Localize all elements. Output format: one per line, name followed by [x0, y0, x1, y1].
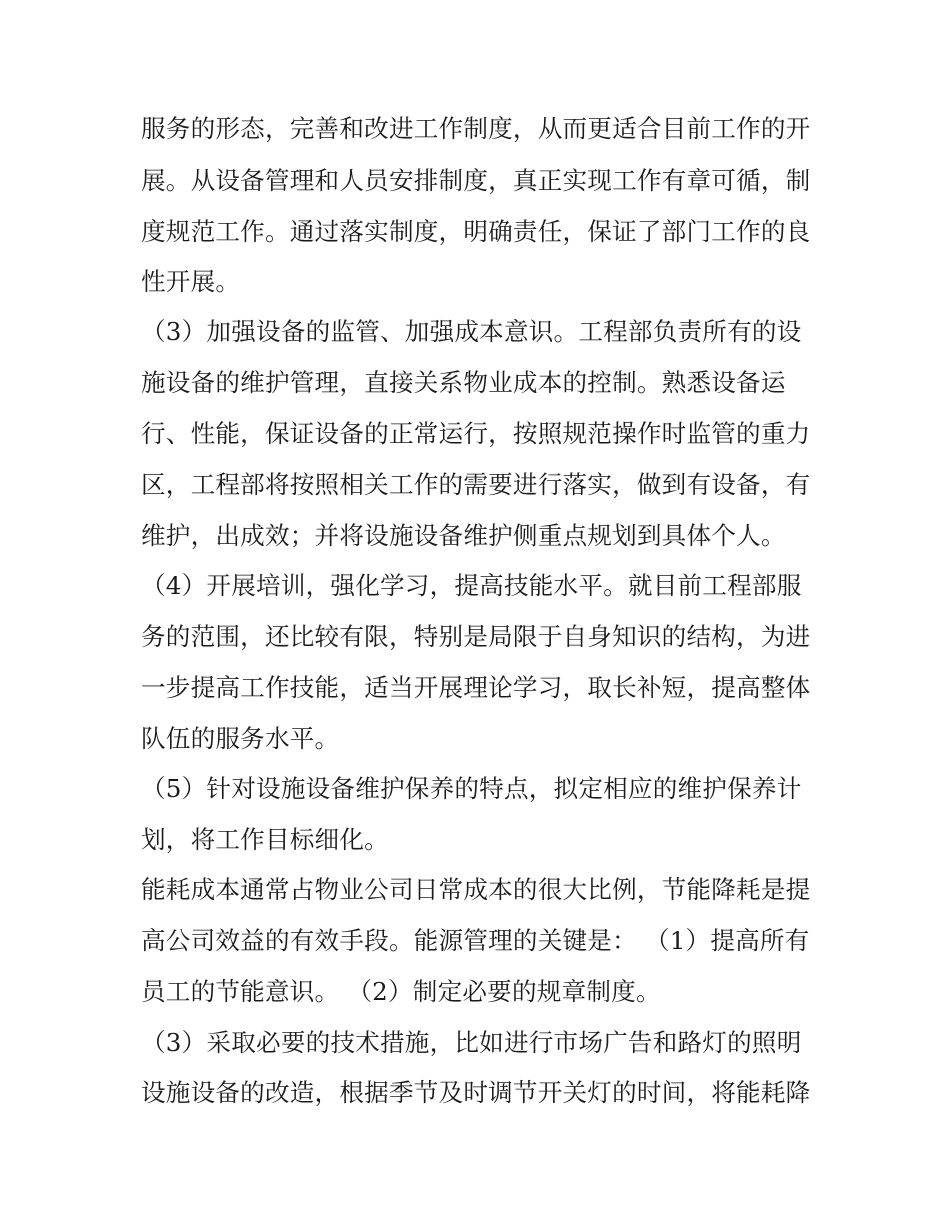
text-line: 一步提高工作技能，适当开展理论学习，取长补短，提高整体: [141, 673, 811, 702]
text-line: 能耗成本通常占物业公司日常成本的很大比例，节能降耗是提: [141, 875, 811, 904]
text-line: 设施设备的改造，根据季节及时调节开关灯的时间，将能耗降: [141, 1078, 811, 1107]
text-line: 划，将工作目标细化。: [141, 825, 389, 854]
text-line: （3）采取必要的技术措施，比如进行市场广告和路灯的照明: [141, 1028, 802, 1057]
text-line: 高公司效益的有效手段。能源管理的关键是： （1）提高所有: [141, 926, 810, 955]
text-line: 施设备的维护管理，直接关系物业成本的控制。熟悉设备运: [141, 368, 786, 397]
text-line: 性开展。: [141, 267, 241, 296]
text-line: （3）加强设备的监管、加强成本意识。工程部负责所有的设: [141, 317, 802, 346]
text-line: （4）开展培训，强化学习，提高技能水平。就目前工程部服: [141, 571, 802, 600]
text-line: 展。从设备管理和人员安排制度，真正实现工作有章可循，制: [141, 166, 811, 195]
text-line: （5）针对设施设备维护保养的特点，拟定相应的维护保养计: [141, 774, 802, 803]
text-line: 务的范围，还比较有限，特别是局限于自身知识的结构，为进: [141, 622, 811, 651]
text-line: 员工的节能意识。 （2）制定必要的规章制度。: [141, 977, 661, 1006]
text-line: 度规范工作。通过落实制度，明确责任，保证了部门工作的良: [141, 217, 811, 246]
text-line: 行、性能，保证设备的正常运行，按照规范操作时监管的重力: [141, 419, 811, 448]
text-line: 维护，出成效；并将设施设备维护侧重点规划到具体个人。: [141, 521, 786, 550]
text-line: 区，工程部将按照相关工作的需要进行落实，做到有设备，有: [141, 470, 811, 499]
text-line: 队伍的服务水平。: [141, 724, 340, 753]
text-line: 服务的形态，完善和改进工作制度，从而更适合目前工作的开: [141, 114, 811, 143]
